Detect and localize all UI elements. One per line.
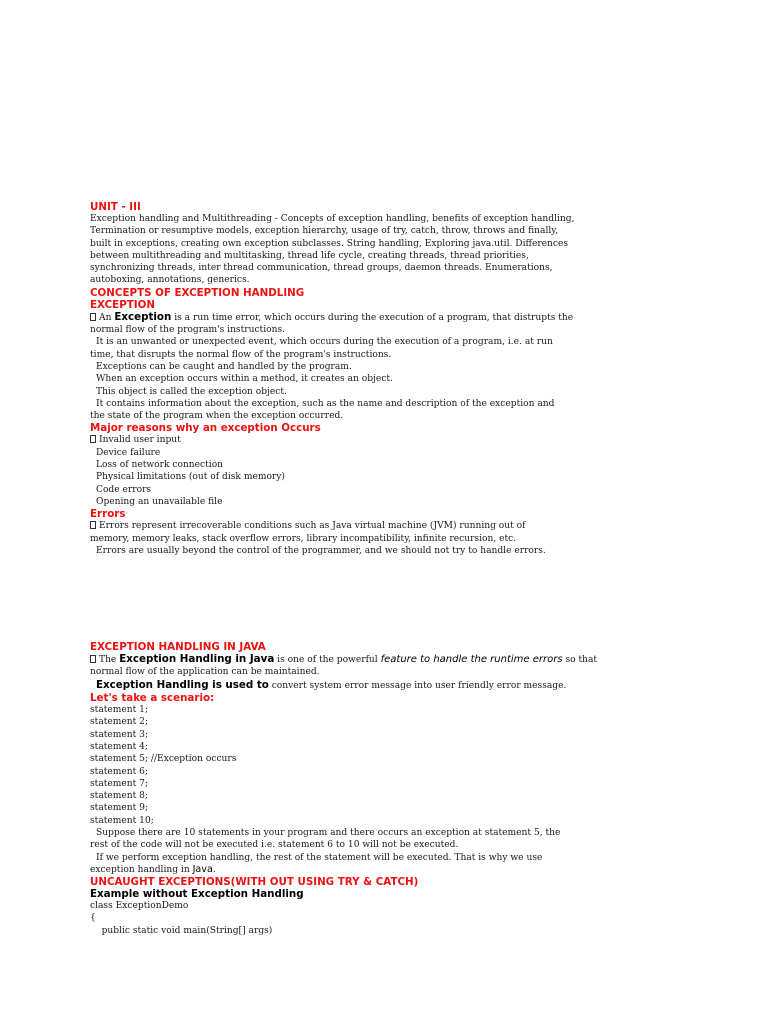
code-line: {	[90, 913, 96, 924]
errors-heading: Errors	[90, 508, 126, 521]
exception-point: When an exception occurs within a method, it creates an object.	[96, 374, 393, 385]
exception-definition: An Exception is a run time error, which occurs during the execution of a program, that distrupts the	[90, 311, 750, 324]
statement-line: statement 8;	[90, 791, 149, 802]
code-line: class ExceptionDemo	[90, 901, 189, 912]
unit-heading: UNIT - III	[90, 201, 141, 213]
scenario-text-cont: exception handling in Java.	[90, 863, 216, 875]
reason-item: Invalid user input	[90, 434, 750, 446]
document-page	[90, 201, 750, 937]
errors-text: Errors are usually beyond the control of the programmer, and we should not try to handle errors.	[96, 545, 546, 556]
syllabus-line: synchronizing threads, inter thread communication, thread groups, daemon threads. Enumerations,	[90, 263, 553, 274]
reason-item: Opening an unavailable file	[96, 496, 223, 507]
exception-point-cont: time, that disrupts the normal flow of the program's instructions.	[90, 349, 392, 360]
reason-item: Device failure	[96, 447, 161, 458]
handling-feature: feature to handle the runtime errors	[380, 654, 563, 666]
reason-item: Loss of network connection	[96, 460, 224, 471]
scenario-text: If we perform exception handling, the rest of the statement will be executed. That is why we use	[96, 852, 543, 863]
statement-line: statement 7;	[90, 778, 149, 789]
scenario-text-cont: rest of the code will not be executed i.e. statement 6 to 10 will not be executed.	[90, 840, 459, 851]
statement-line: statement 10;	[90, 815, 154, 826]
page-gap	[90, 557, 750, 641]
concepts-heading: CONCEPTS OF EXCEPTION HANDLING	[90, 286, 305, 299]
statement-line: statement 5; //Exception occurs	[90, 754, 237, 765]
reasons-heading: Major reasons why an exception Occurs	[90, 422, 321, 435]
bullet-box-icon	[90, 435, 96, 443]
java-term: Java	[192, 863, 213, 875]
reason-item: Physical limitations (out of disk memory)	[96, 472, 285, 483]
errors-text-cont: memory, memory leaks, stack overflow errors, library incompatibility, infinite recursion, etc.	[90, 533, 517, 544]
scenario-heading: Let's take a scenario:	[90, 692, 215, 705]
code-block	[90, 900, 750, 937]
handling-definition-cont: normal flow of the application can be maintained.	[90, 667, 320, 678]
syllabus-line: between multithreading and multitasking, thread life cycle, creating threads, thread priorities,	[90, 250, 529, 261]
bullet-box-icon	[90, 521, 96, 529]
handling-use: Exception Handling is used to convert system error message into user friendly error message.	[96, 678, 567, 691]
handling-heading: EXCEPTION HANDLING IN JAVA	[90, 641, 266, 654]
exception-term: Exception	[114, 310, 172, 323]
exception-definition-cont: normal flow of the program's instructions.	[90, 325, 286, 336]
handling-use-term: Exception Handling is used to	[96, 678, 269, 691]
exception-point: Exceptions can be caught and handled by the program.	[96, 361, 352, 372]
statement-line: statement 1;	[90, 705, 149, 716]
statement-list	[90, 704, 750, 827]
statement-line: statement 9;	[90, 803, 149, 814]
errors-text: Errors represent irrecoverable conditions such as Java virtual machine (JVM) running out of	[90, 520, 750, 532]
syllabus-line: Exception handling and Multithreading - Concepts of exception handling, benefits of exception handling,	[90, 214, 575, 224]
code-line: public static void main(String[] args)	[90, 925, 273, 936]
handling-definition: The Exception Handling in Java is one of the powerful feature to handle the runtime errors so that	[90, 653, 750, 666]
exception-point: It contains information about the exception, such as the name and description of the exception and	[96, 398, 555, 409]
syllabus-line: Termination or resumptive models, exception hierarchy, usage of try, catch, throw, throws and finally,	[90, 226, 559, 237]
exception-heading: EXCEPTION	[90, 298, 155, 311]
syllabus-line: autoboxing, annotations, generics.	[90, 275, 250, 286]
syllabus-line: built in exceptions, creating own exception subclasses. String handling, Exploring java.util. Differences	[90, 238, 569, 249]
statement-line: statement 3;	[90, 729, 149, 740]
statement-line: statement 4;	[90, 741, 149, 752]
statement-line: statement 6;	[90, 766, 149, 777]
exception-point: This object is called the exception object.	[96, 386, 287, 397]
syllabus-paragraph	[90, 213, 750, 287]
bullet-box-icon	[90, 313, 96, 321]
reason-item: Code errors	[96, 484, 152, 495]
bullet-box-icon	[90, 655, 96, 663]
scenario-text: Suppose there are 10 statements in your program and there occurs an exception at statement 5, the	[96, 827, 561, 838]
exception-point: It is an unwanted or unexpected event, which occurs during the execution of a program, i.e. at run	[96, 337, 553, 348]
example-heading: Example without Exception Handling	[90, 888, 304, 901]
exception-point-cont: the state of the program when the exception occurred.	[90, 411, 344, 422]
handling-term: Exception Handling in Java	[119, 653, 275, 666]
uncaught-heading: UNCAUGHT EXCEPTIONS(WITH OUT USING TRY & CATCH)	[90, 876, 419, 889]
statement-line: statement 2;	[90, 717, 149, 728]
